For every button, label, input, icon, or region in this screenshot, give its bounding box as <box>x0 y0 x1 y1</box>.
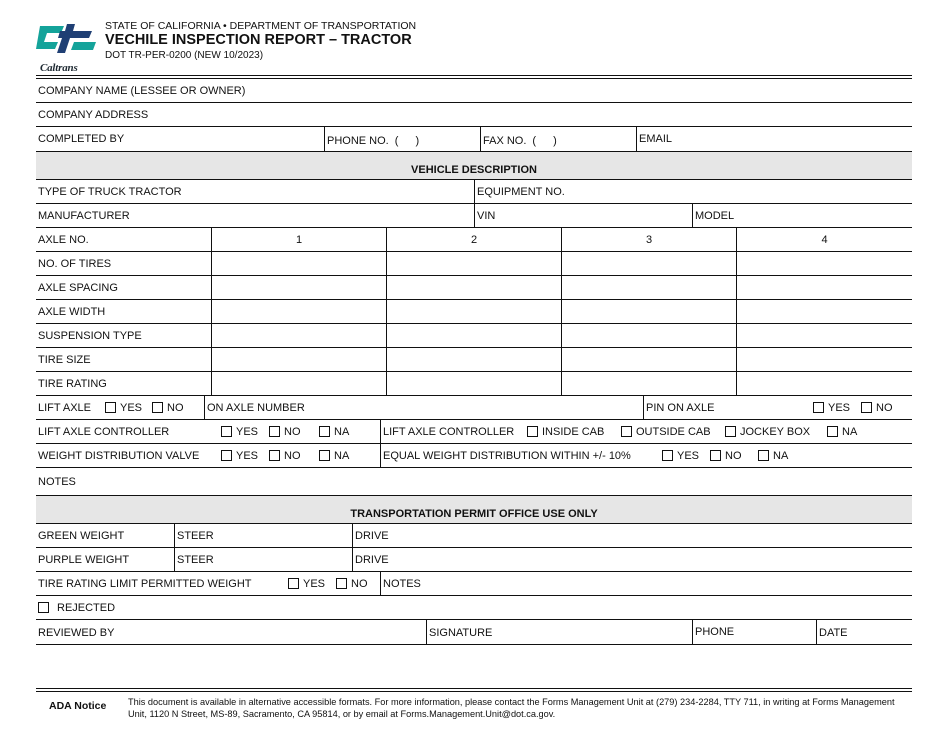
axle-row-label: SUSPENSION TYPE <box>38 329 142 342</box>
valve-yes-option[interactable] <box>221 444 258 467</box>
axle-row-label: AXLE WIDTH <box>38 305 106 318</box>
valve-na-option[interactable] <box>319 444 349 467</box>
phone-field[interactable] <box>324 127 480 151</box>
outside-cab-label: OUTSIDE CAB <box>636 425 711 438</box>
controller-na-label: NA <box>334 425 350 438</box>
purple-steer-label: STEER <box>177 553 214 566</box>
fax-label: FAX NO. <box>483 135 527 147</box>
pin-no-checkbox[interactable] <box>861 402 872 413</box>
axle-number-3: 3 <box>561 228 736 251</box>
axle-2-spacing-input[interactable] <box>386 276 561 299</box>
jockey-box-checkbox[interactable] <box>725 426 736 437</box>
axle-4-tire-rating-input[interactable] <box>736 372 912 395</box>
equal-yes-label: YES <box>677 449 700 462</box>
axle-2-tire-size-input[interactable] <box>386 348 561 371</box>
truck-type-label: TYPE OF TRUCK TRACTOR <box>38 185 182 198</box>
lift-axle-row <box>36 396 912 420</box>
inspection-form <box>36 80 912 645</box>
green-weight-row <box>36 524 912 548</box>
equal-no-checkbox[interactable] <box>710 450 721 461</box>
green-drive-field[interactable] <box>352 524 912 547</box>
inside-cab-label: INSIDE CAB <box>542 425 605 438</box>
caltrans-logo-mark <box>34 20 100 62</box>
vin-label: VIN <box>477 209 496 222</box>
axle-4-spacing-input[interactable] <box>736 276 912 299</box>
jockey-box-label: JOCKEY BOX <box>740 425 811 438</box>
tire-limit-row <box>36 572 912 596</box>
purple-steer-field[interactable] <box>174 548 352 571</box>
form-header <box>34 20 912 76</box>
axle-3-width-input[interactable] <box>561 300 736 323</box>
controller-yes-checkbox[interactable] <box>221 426 232 437</box>
company-name-label: COMPANY NAME (LESSEE OR OWNER) <box>38 85 246 97</box>
axle-row-label: AXLE SPACING <box>38 281 118 294</box>
fax-area-code: ( ) <box>532 135 557 147</box>
review-row <box>36 620 912 645</box>
tire-limit-yes-checkbox[interactable] <box>288 578 299 589</box>
agency-name: STATE OF CALIFORNIA • DEPARTMENT OF TRANSPORTATION <box>105 20 417 32</box>
axle-3-tire-rating-input[interactable] <box>561 372 736 395</box>
green-weight-label: GREEN WEIGHT <box>38 529 125 542</box>
axle-row-label: TIRE RATING <box>38 377 107 390</box>
reviewed-by-label: REVIEWED BY <box>38 627 115 639</box>
green-steer-label: STEER <box>177 529 214 542</box>
email-label: EMAIL <box>639 133 673 145</box>
purple-drive-label: DRIVE <box>355 553 389 566</box>
jockey-box-option[interactable] <box>725 420 810 443</box>
email-field[interactable] <box>636 127 912 151</box>
ada-notice-text: This document is available in alternative accessible formats. For more information, please contact the Forms Management Unit at (279) 234-2284, TTY 711, in writing at Forms Management Unit, 1120 N Street, MS-89, Sacramento, CA 95814, or by email at Forms.Management.Unit@dot.ca.gov. <box>128 697 895 719</box>
truck-type-field[interactable] <box>36 180 474 203</box>
reviewed-by-field[interactable] <box>36 620 426 644</box>
valve-no-checkbox[interactable] <box>269 450 280 461</box>
axle-row-suspension <box>36 324 912 348</box>
axle-3-tires-input[interactable] <box>561 252 736 275</box>
company-address-row <box>36 103 912 127</box>
model-label: MODEL <box>695 209 735 222</box>
axle-row-spacing <box>36 276 912 300</box>
caltrans-wordmark: Caltrans <box>40 62 78 74</box>
equal-na-label: NA <box>773 449 789 462</box>
weight-valve-label: WEIGHT DISTRIBUTION VALVE <box>38 449 200 462</box>
footer-divider <box>36 688 912 689</box>
equal-no-label: NO <box>725 449 742 462</box>
axle-2-width-input[interactable] <box>386 300 561 323</box>
pin-yes-checkbox[interactable] <box>813 402 824 413</box>
axle-row-label: TIRE SIZE <box>38 353 91 366</box>
location-na-label: NA <box>842 425 858 438</box>
valve-no-label: NO <box>284 449 301 462</box>
axle-2-tires-input[interactable] <box>386 252 561 275</box>
controller-no-option[interactable] <box>269 420 301 443</box>
axle-header-row <box>36 228 912 252</box>
permit-office-header <box>36 496 912 524</box>
contact-row <box>36 127 912 152</box>
axle-row-width <box>36 300 912 324</box>
tire-limit-yes-label: YES <box>303 577 326 590</box>
location-na-checkbox[interactable] <box>827 426 838 437</box>
axle-2-tire-rating-input[interactable] <box>386 372 561 395</box>
equipment-no-label: EQUIPMENT NO. <box>477 185 565 198</box>
company-name-field[interactable] <box>36 80 912 102</box>
equal-yes-option[interactable] <box>662 444 699 467</box>
on-axle-number-label: ON AXLE NUMBER <box>207 401 305 414</box>
pin-no-option[interactable] <box>861 396 893 419</box>
date-field[interactable] <box>816 620 912 644</box>
inside-cab-option[interactable] <box>527 420 604 443</box>
rejected-label: REJECTED <box>57 601 116 614</box>
valve-yes-label: YES <box>236 449 259 462</box>
axle-1-spacing-input[interactable] <box>211 276 386 299</box>
valve-no-option[interactable] <box>269 444 301 467</box>
caltrans-logo <box>34 20 100 74</box>
equipment-no-field[interactable] <box>474 180 912 203</box>
lift-controller-label: LIFT AXLE CONTROLLER <box>38 425 170 438</box>
lift-axle-group <box>36 396 204 419</box>
manufacturer-row <box>36 204 912 228</box>
pin-yes-label: YES <box>828 401 851 414</box>
axle-3-tire-size-input[interactable] <box>561 348 736 371</box>
axle-no-label: AXLE NO. <box>38 233 89 246</box>
valve-na-label: NA <box>334 449 350 462</box>
equal-weight-label: EQUAL WEIGHT DISTRIBUTION WITHIN +/- 10% <box>380 444 660 467</box>
equal-no-option[interactable] <box>710 444 742 467</box>
phone-label: PHONE NO. <box>327 135 389 147</box>
axle-4-tires-input[interactable] <box>736 252 912 275</box>
location-na-option[interactable] <box>827 420 857 443</box>
purple-weight-row <box>36 548 912 572</box>
permit-notes-field[interactable] <box>380 572 912 595</box>
controller-na-checkbox[interactable] <box>319 426 330 437</box>
rejected-checkbox[interactable] <box>38 602 49 613</box>
signature-field[interactable] <box>426 620 692 644</box>
axle-row-tire-rating <box>36 372 912 396</box>
header-divider-2 <box>36 78 912 79</box>
pin-yes-option[interactable] <box>813 396 850 419</box>
axle-1-tire-size-input[interactable] <box>211 348 386 371</box>
company-address-field[interactable] <box>36 103 912 126</box>
signature-label: SIGNATURE <box>429 627 493 639</box>
axle-row-tire-size <box>36 348 912 372</box>
axle-3-spacing-input[interactable] <box>561 276 736 299</box>
footer-divider-2 <box>36 691 912 692</box>
fax-field[interactable] <box>480 127 636 151</box>
rejected-row <box>36 596 912 620</box>
outside-cab-option[interactable] <box>621 420 711 443</box>
axle-number-2: 2 <box>386 228 561 251</box>
vehicle-description-title: VEHICLE DESCRIPTION <box>411 164 537 176</box>
permit-office-title: TRANSPORTATION PERMIT OFFICE USE ONLY <box>350 508 598 520</box>
lift-controller-row <box>36 420 912 444</box>
purple-weight-label: PURPLE WEIGHT <box>38 553 130 566</box>
notes-field[interactable] <box>36 468 912 495</box>
pin-on-axle-field <box>643 396 811 419</box>
axle-3-suspension-input[interactable] <box>561 324 736 347</box>
pin-on-axle-label: PIN ON AXLE <box>646 401 715 414</box>
page-title: VECHILE INSPECTION REPORT – TRACTOR <box>105 32 412 48</box>
controller-yes-option[interactable] <box>221 420 258 443</box>
ada-notice-label: ADA Notice <box>49 700 107 712</box>
tire-limit-no-label: NO <box>351 577 368 590</box>
axle-number-1: 1 <box>211 228 386 251</box>
date-label: DATE <box>819 627 848 639</box>
model-field[interactable] <box>692 204 912 227</box>
manufacturer-label: MANUFACTURER <box>38 209 130 222</box>
lift-axle-label: LIFT AXLE <box>38 401 91 414</box>
completed-by-label: COMPLETED BY <box>38 133 125 145</box>
reviewer-phone-field[interactable] <box>692 620 816 644</box>
inside-cab-checkbox[interactable] <box>527 426 538 437</box>
lift-controller-label-2: LIFT AXLE CONTROLLER <box>380 420 530 443</box>
vehicle-description-header <box>36 152 912 180</box>
axle-1-tire-rating-input[interactable] <box>211 372 386 395</box>
valve-yes-checkbox[interactable] <box>221 450 232 461</box>
company-address-label: COMPANY ADDRESS <box>38 108 149 121</box>
lift-axle-yes-label: YES <box>120 401 143 414</box>
manufacturer-field[interactable] <box>36 204 474 227</box>
phone-area-code: ( ) <box>394 135 420 147</box>
permit-notes-label: NOTES <box>383 577 421 590</box>
lift-axle-no-label: NO <box>167 401 184 414</box>
rejected-option[interactable] <box>38 596 115 619</box>
controller-no-label: NO <box>284 425 301 438</box>
company-name-row <box>36 80 912 103</box>
axle-1-tires-input[interactable] <box>211 252 386 275</box>
notes-row <box>36 468 912 496</box>
purple-drive-field[interactable] <box>352 548 912 571</box>
axle-number-4: 4 <box>736 228 912 251</box>
header-divider <box>36 75 912 76</box>
controller-yes-label: YES <box>236 425 259 438</box>
on-axle-number-field[interactable] <box>204 396 643 419</box>
equal-na-checkbox[interactable] <box>758 450 769 461</box>
tire-limit-label: TIRE RATING LIMIT PERMITTED WEIGHT <box>38 577 252 590</box>
form-number: DOT TR-PER-0200 (NEW 10/2023) <box>105 50 264 61</box>
green-steer-field[interactable] <box>174 524 352 547</box>
vin-field[interactable] <box>474 204 692 227</box>
reviewer-phone-label: PHONE <box>695 626 735 638</box>
axle-1-width-input[interactable] <box>211 300 386 323</box>
axle-4-suspension-input[interactable] <box>736 324 912 347</box>
axle-4-tire-size-input[interactable] <box>736 348 912 371</box>
controller-no-checkbox[interactable] <box>269 426 280 437</box>
controller-na-option[interactable] <box>319 420 349 443</box>
valve-na-checkbox[interactable] <box>319 450 330 461</box>
lift-axle-yes-checkbox[interactable] <box>105 402 116 413</box>
equal-na-option[interactable] <box>758 444 788 467</box>
axle-1-suspension-input[interactable] <box>211 324 386 347</box>
green-drive-label: DRIVE <box>355 529 389 542</box>
truck-type-row <box>36 180 912 204</box>
axle-row-tires <box>36 252 912 276</box>
weight-valve-row <box>36 444 912 468</box>
tire-limit-no-option[interactable] <box>336 572 368 595</box>
completed-by-field[interactable] <box>36 127 324 151</box>
axle-2-suspension-input[interactable] <box>386 324 561 347</box>
notes-label: NOTES <box>38 475 76 488</box>
axle-4-width-input[interactable] <box>736 300 912 323</box>
axle-row-label: NO. OF TIRES <box>38 257 112 270</box>
tire-limit-no-checkbox[interactable] <box>336 578 347 589</box>
equal-yes-checkbox[interactable] <box>662 450 673 461</box>
pin-no-label: NO <box>876 401 893 414</box>
tire-limit-yes-option[interactable] <box>288 572 325 595</box>
outside-cab-checkbox[interactable] <box>621 426 632 437</box>
lift-axle-no-checkbox[interactable] <box>152 402 163 413</box>
